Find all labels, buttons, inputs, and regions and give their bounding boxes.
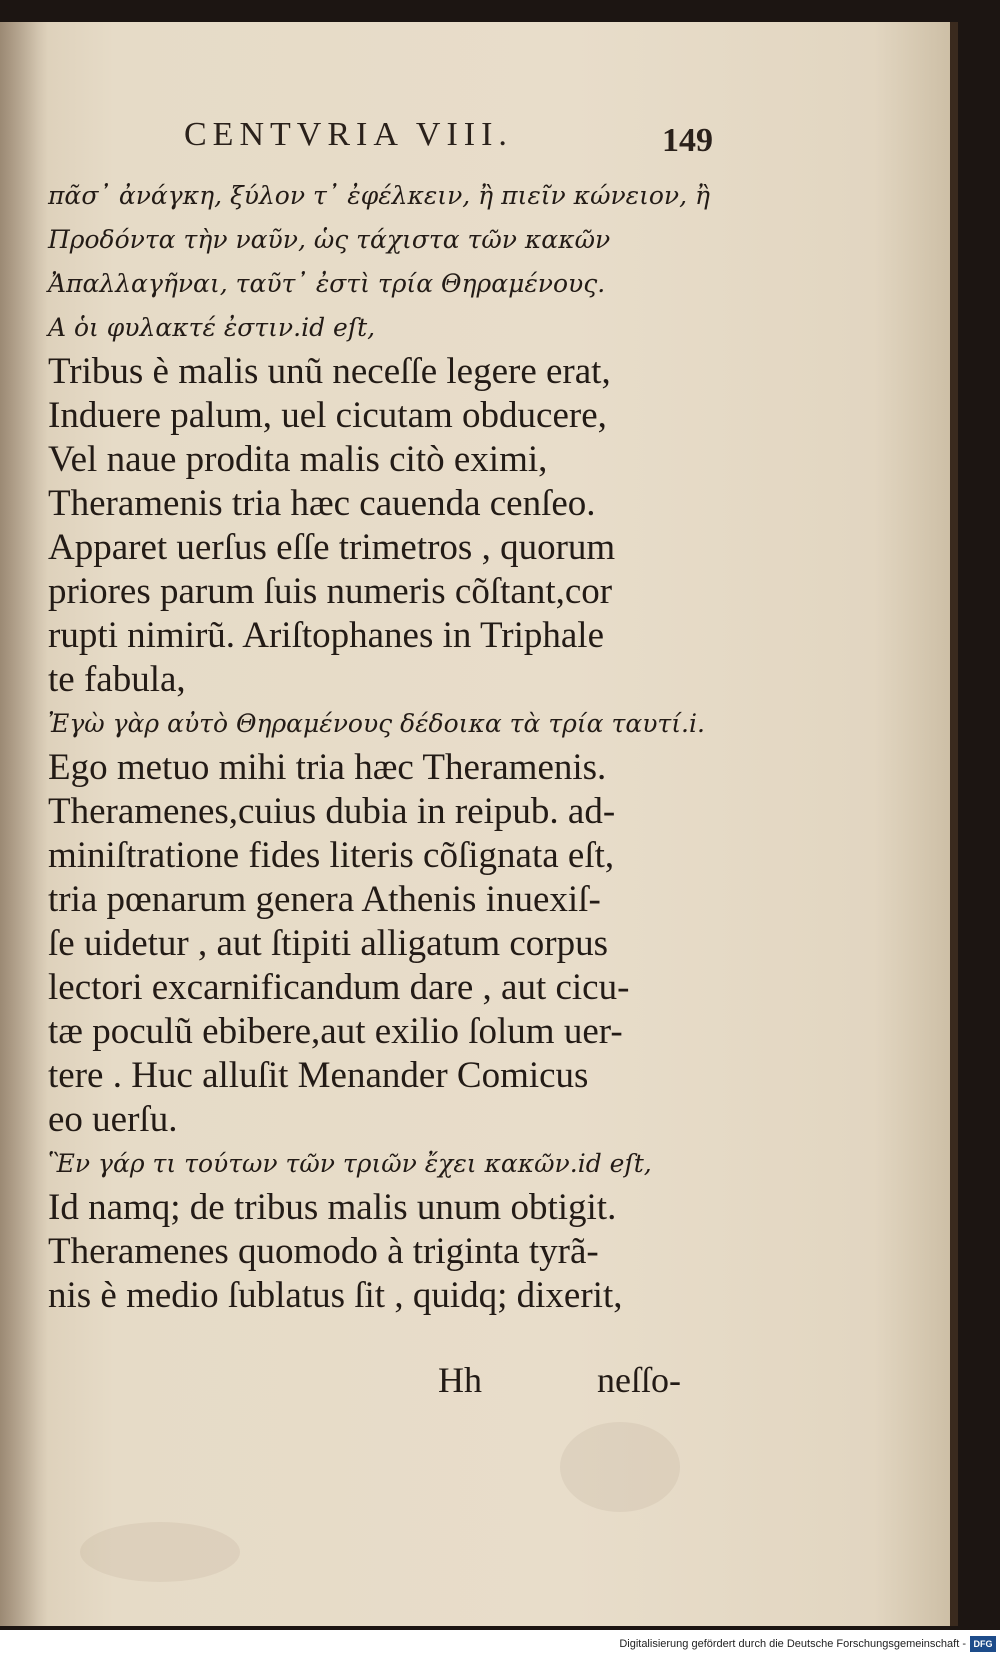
- footer-bar: [0, 1630, 1000, 1664]
- latin-text-line: Ego metuo mihi tria hæc Theramenis.: [48, 747, 607, 788]
- latin-text-line: Theramenes,cuius dubia in reipub. ad-: [48, 791, 616, 832]
- greek-text-line: Προδόντα τὴν ναῦν, ὡς τάχιστα τῶν κακῶν: [48, 225, 611, 254]
- paper-stain: [560, 1422, 680, 1512]
- latin-text-line: miniſtratione fides literis cõſignata eſt,: [48, 835, 615, 876]
- footer-credit: Digitalisierung gefördert durch die Deutsche Forschungsgemeinschaft -: [619, 1638, 966, 1650]
- latin-text-line: Vel naue prodita malis citò eximi,: [48, 439, 548, 480]
- signature-mark: Hh: [438, 1360, 482, 1400]
- latin-text-line: priores parum ſuis numeris cõſtant,cor: [48, 571, 613, 612]
- latin-text-line: Theramenis tria hæc cauenda cenſeo.: [48, 483, 596, 524]
- paper-stain: [80, 1522, 240, 1582]
- page-number: 149: [662, 122, 713, 159]
- greek-text-line: Ἀπαλλαγῆναι, ταῦτ᾽ ἐστὶ τρία Θηραμένους.: [48, 269, 606, 298]
- latin-text-line: nis è medio ſublatus ſit , quidq; dixerit,: [48, 1275, 623, 1316]
- latin-text-line: te fabula,: [48, 659, 186, 700]
- text-block: [48, 174, 738, 1318]
- latin-text-line: lectori excarnificandum dare , aut cicu-: [48, 967, 630, 1008]
- latin-text-line: Apparet uerſus eſſe trimetros , quorum: [48, 527, 616, 568]
- catchline: [438, 1359, 681, 1401]
- greek-text-line: πᾶσ᾽ ἀνάγκη, ξύλον τ᾽ ἐφέλκειν, ἢ πιεῖν κώνειον, ἢ: [48, 181, 710, 210]
- latin-text-line: rupti nimirũ. Ariſtophanes in Triphale: [48, 615, 605, 656]
- latin-text-line: eo uerſu.: [48, 1099, 178, 1140]
- running-head: CENTVRIA VIII.: [184, 116, 513, 153]
- latin-text-line: tere . Huc alluſit Menander Comicus: [48, 1055, 589, 1096]
- greek-text-line: Α ὁι φυλακτέ ἐστιν.id eſt,: [48, 313, 376, 342]
- latin-text-line: Id namq; de tribus malis unum obtigit.: [48, 1187, 617, 1228]
- greek-text-line: Ἓν γάρ τι τούτων τῶν τριῶν ἔχει κακῶν.id eſt,: [48, 1149, 652, 1178]
- latin-text-line: Induere palum, uel cicutam obducere,: [48, 395, 607, 436]
- latin-text-line: ſe uidetur , aut ſtipiti alligatum corpus: [48, 923, 609, 964]
- catchword: neſſo-: [597, 1360, 681, 1400]
- latin-text-line: tria pœnarum genera Athenis inuexiſ-: [48, 879, 601, 920]
- greek-text-line: Ἐγὼ γὰρ αὐτὸ Θηραμένους δέδοικα τὰ τρία ταυτί.i.: [48, 709, 705, 738]
- latin-text-line: Theramenes quomodo à triginta tyrã-: [48, 1231, 599, 1272]
- latin-text-line: tæ poculũ ebibere,aut exilio ſolum uer-: [48, 1011, 623, 1052]
- book-page: [0, 22, 958, 1626]
- latin-text-line: Tribus è malis unũ neceſſe legere erat,: [48, 351, 611, 392]
- gutter-shadow: [0, 22, 48, 1626]
- dfg-logo: DFG: [970, 1636, 996, 1652]
